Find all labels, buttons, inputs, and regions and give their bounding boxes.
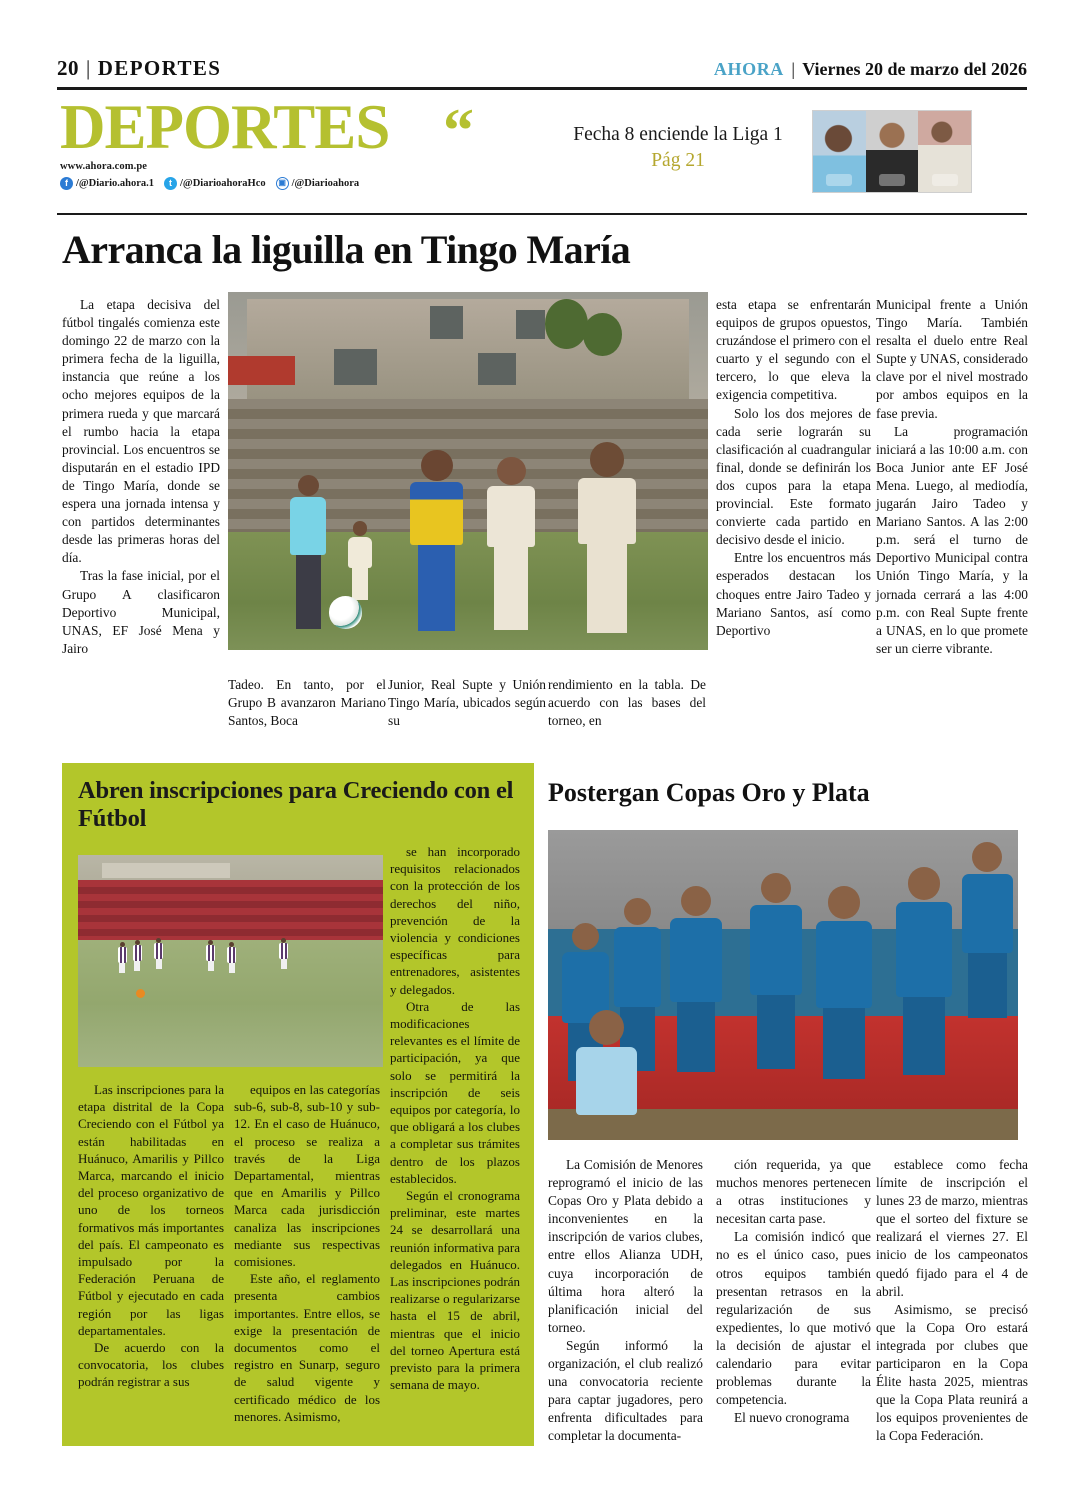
paragraph: rendimiento en la tabla. De acuerdo con las bases del torneo, en [548, 677, 706, 729]
photo-figure-kid-6 [896, 867, 952, 1084]
teaser-photo [812, 110, 972, 193]
paragraph: ción requerida, ya que muchos menores pertenecen a otras instituciones y necesitan carta pase. [716, 1157, 871, 1227]
paragraph: La Comisión de Menores reprogramó el inicio de las Copas Oro y Plata debido a inconvenientes en la inscripción de varios clubes, entre ellos Alianza UDH, cuya incorporación de última hora alteró la planificación inicial del torneo. [548, 1157, 703, 1335]
dateline [714, 59, 1027, 80]
paragraph: De acuerdo con la convocatoria, los clubes podrán registrar a sus [78, 1340, 224, 1390]
facebook-handle: /@Diario.ahora.1 [76, 178, 155, 189]
twitter-icon: t [164, 177, 177, 190]
green-photo [78, 855, 383, 1067]
teaser-photo-2 [866, 111, 919, 192]
paragraph: Tras la fase inicial, por el Grupo A clasificaron Deportivo Municipal, UNAS, EF José Mena y Jairo [62, 568, 220, 656]
lead-column-5 [716, 296, 871, 640]
paragraph: equipos en las categorías sub-6, sub-8, sub-10 y sub-12. En el caso de Huánuco, el proceso se realiza a través de la Liga Departamental, mientras que en Amarilis y Pillco Marca cada jurisdicción canaliza las inscripciones mediante sus respectivas comisiones. [234, 1082, 380, 1270]
green-column-2 [234, 1081, 380, 1425]
teaser-photo-1 [813, 111, 866, 192]
twitter-handle: /@DiarioahoraHco [180, 178, 266, 189]
paragraph: esta etapa se enfrentarán equipos de grupos opuestos, cruzándose el primero con el cuarto y el segundo con el tercero, lo que eleva la exigencia competitiva. [716, 297, 871, 403]
paragraph: El nuevo cronograma [734, 1410, 850, 1426]
lead-column-4 [548, 676, 706, 730]
quote-mark-icon: “ [443, 97, 474, 165]
folio [57, 56, 221, 81]
page-number: 20 [57, 56, 79, 80]
facebook-icon: f [60, 177, 73, 190]
photo-ball-icon [329, 596, 363, 628]
lead-column-6 [876, 296, 1028, 658]
green-sidebar-story [62, 763, 534, 1446]
paragraph: Junior, Real Supte y Unión Tingo María, ubicados según su [388, 677, 546, 729]
paragraph: establece como fecha límite de inscripción el lunes 23 de marzo, mientras que el sorteo del fixture se realizará el viernes 27. El inicio de los campeonatos quedó fijado para el 4 de abril. [876, 1157, 1028, 1299]
photo-figure-kid-3 [670, 886, 722, 1078]
website-url: www.ahora.com.pe [60, 161, 148, 172]
teaser-headline: Fecha 8 enciende la Liga 1 [573, 124, 783, 145]
brand-name: AHORA [713, 59, 784, 79]
photo-figure-player-white-1 [487, 457, 535, 636]
photo-figure-player-yellow [410, 450, 463, 636]
paragraph: La comisión indicó que no es el único caso, pues otros equipos también presentan retrasos en la regularización de sus expedientes, lo que motivó la decisión de ajustar el calendario para evitar problemas durante la competencia. [716, 1229, 871, 1408]
paragraph: Municipal frente a Unión Tingo María. También resalta el duelo entre Real Supte y UNAS, considerado clave por el nivel mostrado por ambos equipos en la fase previa. [876, 297, 1028, 421]
green-column-3 [390, 843, 520, 1394]
section-logo: DEPORTES [60, 92, 390, 162]
right-photo [548, 830, 1018, 1140]
section-name: DEPORTES [97, 56, 222, 80]
dateline-separator: | [791, 59, 796, 79]
folio-separator: | [86, 56, 91, 80]
instagram-icon: ▣ [276, 177, 289, 190]
paragraph: Entre los encuentros más esperados destacan los choques entre Jairo Tadeo y Mariano Santos, así como Deportivo [716, 550, 871, 638]
green-headline: Abren inscripciones para Creciendo con el Fútbol [78, 777, 514, 832]
paragraph: Según el cronograma preliminar, este martes 24 se desarrollará una reunión informativa para delegados en Huánuco. Las inscripciones podrán realizarse o regularizarse hasta el 15 de abril, mientras que el inicio del torneo Apertura está previsto para la primera semana de mayo. [390, 1188, 520, 1393]
right-headline: Postergan Copas Oro y Plata [548, 778, 870, 807]
social-handles [60, 177, 389, 190]
right-column-2 [716, 1156, 871, 1427]
paragraph: se han incorporado requisitos relacionados con la protección de los derechos del niño, prevención de la violencia y condiciones específicas para entrenadores, asistentes y delegados. [390, 844, 520, 997]
paragraph: Otra de las modificaciones relevantes es el límite de participación, ya que solo se permitirá la inscripción de seis equipos por categoría, lo que obligará a los clubes a completar sus trámites dentro de los plazos establecidos. [390, 998, 520, 1186]
paragraph: Según informó la organización, el club realizó una convocatoria reciente para captar jugadores, pero enfrenta dificultades para completar la documenta- [548, 1337, 703, 1444]
section-logo-block [60, 92, 390, 190]
paragraph: Solo los dos mejores de cada serie lograrán su clasificación al cuadrangular final, donde se definirán los dos cupos para la etapa provincial. Este formato convierte cada partido en decisivo desde el inicio. [716, 405, 871, 548]
photo-figure-kid-5 [816, 886, 872, 1084]
social-instagram[interactable] [276, 177, 360, 190]
paragraph: Las inscripciones para la etapa distrital de la Copa Creciendo con el Fútbol ya están habilitadas en Huánuco, Amarilis y Pillco Marca, marcando el inicio del proceso organizativo de uno de los torneos formativos más importantes del país. El campeonato es impulsado por la Federación Peruana de Fútbol y ejecutado en cada región por las ligas departamentales. [78, 1082, 224, 1338]
green-photo-ball-icon [136, 989, 145, 998]
lead-column-3 [388, 676, 546, 730]
publication-date: Viernes 20 de marzo del 2026 [802, 59, 1027, 79]
right-column-3 [876, 1156, 1028, 1446]
right-column-1 [548, 1156, 703, 1446]
photo-figure-referee [290, 475, 326, 636]
lead-column-2 [228, 676, 386, 730]
photo-figure-kid-front [576, 1010, 637, 1140]
masthead-bottom-rule [57, 213, 1027, 215]
lead-headline: Arranca la liguilla en Tingo María [62, 227, 631, 272]
lead-photo [228, 292, 708, 650]
photo-figure-player-background [348, 521, 372, 600]
social-facebook[interactable] [60, 177, 154, 190]
photo-figure-kid-7 [962, 842, 1014, 1022]
photo-figure-kid-4 [750, 873, 802, 1078]
photo-figure-player-white-2 [578, 442, 636, 635]
masthead [57, 56, 1027, 81]
paragraph: La etapa decisiva del fútbol tingalés comienza este domingo 22 de marzo con la primera fecha de la liguilla, instancia que reúne a los ocho mejores equipos de la primera rueda y que marcará el rumbo hacia la etapa provincial. Los encuentros se disputarán en el estadio IPD de Tingo María, donde se espera una jornada intensa y con partidos determinantes desde las primeras horas del día. [62, 297, 220, 566]
paragraph: Tadeo. En tanto, por el Grupo B avanzaron Mariano Santos, Boca [228, 677, 386, 729]
front-teaser[interactable] [553, 122, 803, 174]
social-twitter[interactable] [164, 177, 266, 190]
paragraph: Este año, el reglamento presenta cambios importantes. Entre ellos, se exige la presentación de documentos como el registro en Sunarp, seguro de salud vigente y certificado médico de los menores. Asimismo, [234, 1271, 380, 1424]
teaser-photo-3 [918, 111, 971, 192]
paragraph: La programación iniciará a las 10:00 a.m. con Boca Junior ante EF José Mena. Luego, al mediodía, jugarán Jairo Tadeo y Mariano Santos. A las 2:00 p.m. será el turno de Deportivo Municipal contra Unión Tingo María, y la jornada cerrará a las 4:00 p.m. con Real Supte frente a UNAS, en lo que promete ser un cierre vibrante. [876, 423, 1028, 656]
lead-column-1 [62, 296, 220, 658]
teaser-page-ref: Pág 21 [651, 150, 705, 171]
green-column-1 [78, 1081, 224, 1391]
paragraph: Asimismo, se precisó que la Copa Oro estará integrada por clubes que participaron en la Copa Élite hasta 2025, mientras que la Copa Plata reunirá a los equipos provenientes de la Copa Federación. [876, 1301, 1028, 1444]
masthead-top-rule [57, 87, 1027, 90]
instagram-handle: /@Diarioahora [291, 178, 360, 189]
